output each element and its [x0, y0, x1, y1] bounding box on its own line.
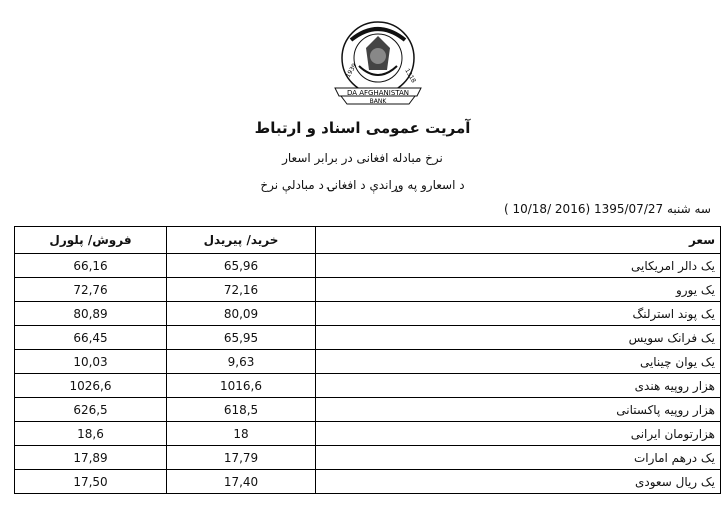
table-header-row [15, 227, 721, 254]
currency-name: یک پوند استرلنگ [316, 302, 721, 326]
sell-rate: 626,5 [15, 398, 167, 422]
subtitle-dari: نرخ مبادله افغانی در برابر اسعار [282, 151, 443, 165]
svg-text:1939: 1939 [344, 62, 359, 79]
sell-rate: 72,76 [15, 278, 167, 302]
currency-name: هزار روپیه پاکستانی [316, 398, 721, 422]
table-row [15, 254, 721, 278]
buy-rate: 72,16 [167, 278, 316, 302]
currency-name: یک یوان چینایی [316, 350, 721, 374]
buy-rate: 1016,6 [167, 374, 316, 398]
buy-rate: 65,96 [167, 254, 316, 278]
currency-name: یک ریال سعودی [316, 470, 721, 494]
date-line: سه شنبه 1395/07/27 (2016 /10/18 ) [503, 202, 711, 216]
table-row [15, 350, 721, 374]
currency-name: یک دالر امریکایی [316, 254, 721, 278]
table-row [15, 470, 721, 494]
sell-rate: 17,89 [15, 446, 167, 470]
subtitle-pashto: د اسعارو په وړاندې د افغانۍ د مبادلې نرخ [260, 178, 465, 192]
sell-rate: 66,16 [15, 254, 167, 278]
table-row [15, 398, 721, 422]
buy-rate: 18 [167, 422, 316, 446]
header-currency: سعر [316, 227, 721, 254]
currency-name: هزارتومان ایرانی [316, 422, 721, 446]
svg-text:1318: 1318 [403, 67, 417, 85]
table-row [15, 422, 721, 446]
buy-rate: 65,95 [167, 326, 316, 350]
exchange-rate-table [14, 226, 721, 494]
currency-name: هزار روپیه هندی [316, 374, 721, 398]
sell-rate: 1026,6 [15, 374, 167, 398]
bank-logo-seal [329, 20, 427, 114]
buy-rate: 618,5 [167, 398, 316, 422]
sell-rate: 18,6 [15, 422, 167, 446]
sell-rate: 17,50 [15, 470, 167, 494]
table-row [15, 326, 721, 350]
table-row [15, 374, 721, 398]
table-row [15, 278, 721, 302]
table-row [15, 302, 721, 326]
svg-text:BANK: BANK [369, 98, 387, 105]
buy-rate: 80,09 [167, 302, 316, 326]
sell-rate: 10,03 [15, 350, 167, 374]
header-sell: فروش/ پلورل [15, 227, 167, 254]
currency-name: یک فرانک سویس [316, 326, 721, 350]
buy-rate: 17,40 [167, 470, 316, 494]
svg-text:DA AFGHANISTAN: DA AFGHANISTAN [346, 89, 410, 97]
buy-rate: 17,79 [167, 446, 316, 470]
header-buy: خرید/ پیریدل [167, 227, 316, 254]
sell-rate: 66,45 [15, 326, 167, 350]
table-row [15, 446, 721, 470]
buy-rate: 9,63 [167, 350, 316, 374]
page-title: آمریت عمومی اسناد و ارتباط [254, 119, 471, 137]
currency-name: یک درهم امارات [316, 446, 721, 470]
sell-rate: 80,89 [15, 302, 167, 326]
currency-name: یک یورو [316, 278, 721, 302]
